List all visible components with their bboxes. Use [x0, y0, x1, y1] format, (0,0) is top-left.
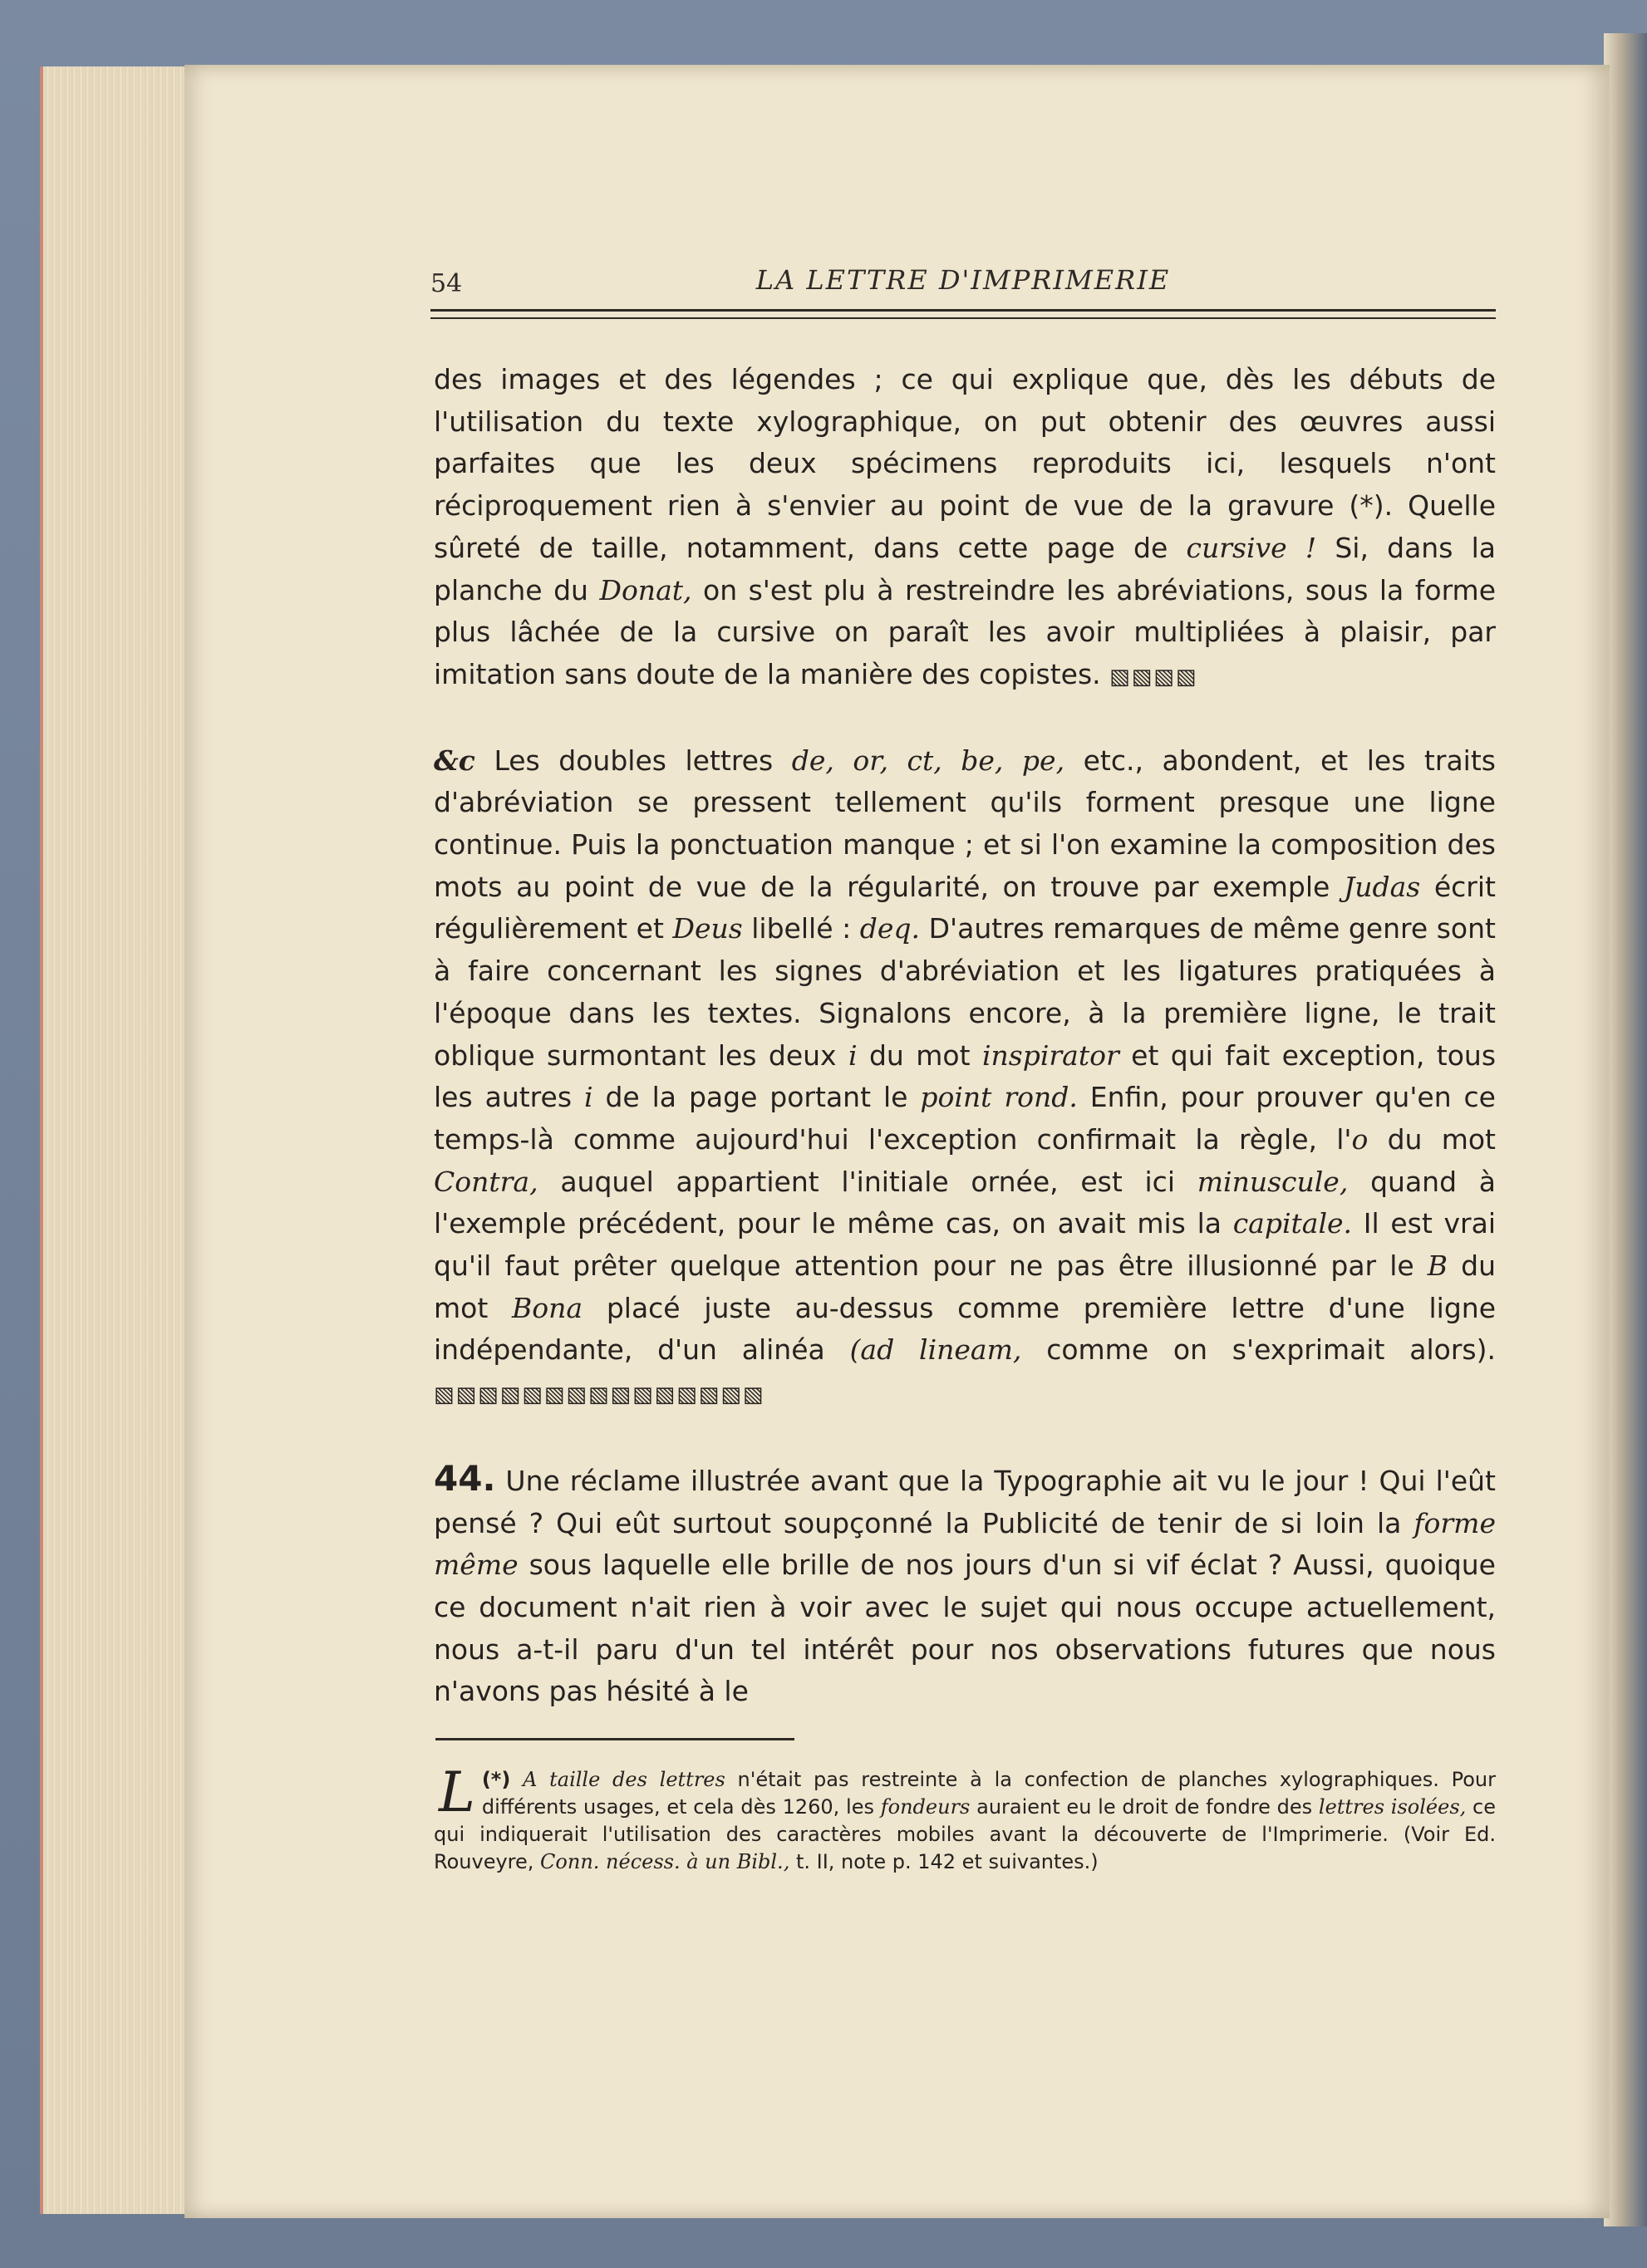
page-edges — [40, 66, 189, 2214]
running-title: LA LETTRE D'IMPRIMERIE — [755, 264, 1171, 296]
footnote: (*) L A taille des lettres n'était pas restreinte à la confection de planches xylographiques. Pour différents usages, et cela dès 1260, les fondeurs auraient eu le droit de fondre des lettres isolées, ce qui indiquerait l'utilisation des caractères mobiles avant la découverte de l'Imprimerie. (Voir Ed. Rouveyre, Conn. nécess. à un Bibl., t. II, note p. 142 et suivantes.) — [434, 1760, 1497, 1873]
page-number: 54 — [430, 269, 463, 298]
footnote-initial: L — [439, 1760, 475, 1824]
header-rule — [430, 309, 1496, 319]
ornament-dingbats: ▧▧▧▧▧▧▧▧▧▧▧▧▧▧▧ — [434, 1382, 765, 1408]
paragraph-ornament: &c — [434, 744, 475, 777]
footnote-mark: (*) — [481, 1768, 511, 1791]
page-header — [430, 264, 1496, 301]
paragraph-2: &c Les doubles lettres de, or, ct, be, pe, etc., abondent, et les traits d'abréviation se pressent tellement qu'ils forment presque une ligne continue. Puis la ponctuation manque ; et si l'on examine la composition des mots au point de vue de la régularité, on trouve par exemple Judas écrit régulièrement et Deus libellé : deq. D'autres remarques de même genre sont à faire concernant les signes d'abréviation et les ligatures pratiquées à l'époque dans les textes. Signalons encore, à la première ligne, le trait oblique surmontant les deux i du mot inspirator et qui fait exception, tous les autres i de la page portant le point rond. Enfin, pour prouver qu'en ce temps-là comme aujourd'hui l'exception confirmait la règle, l'o du mot Contra, auquel appartient l'initiale ornée, est ici minuscule, quand à l'exemple précédent, pour le même cas, on avait mis la capitale. Il est vrai qu'il faut prêter quelque attention pour ne pas être illusionné par le B du mot Bona placé juste au-dessus comme première lettre d'une ligne indépendante, d'un alinéa (ad lineam, comme on s'exprimait alors). ▧▧▧▧▧▧▧▧▧▧▧▧▧▧▧ — [434, 744, 1497, 1408]
facing-page-edge — [1604, 33, 1647, 2226]
paragraph-3: 44. Une réclame illustrée avant que la Typographie ait vu le jour ! Qui l'eût pensé ? Qui eût surtout soupçonné la Publicité de tenir de si loin la forme même sous laquelle elle brille de nos jours d'un si vif éclat ? Aussi, quoique ce document n'ait rien à voir avec le sujet qui nous occupe actuellement, nous a-t-il paru d'un tel intérêt pour nos observations futures que nous n'avons pas hésité à le — [434, 1457, 1496, 1708]
body-text — [434, 359, 1496, 1713]
section-number: 44. — [434, 1457, 496, 1499]
paragraph-1: des images et des légendes ; ce qui explique que, dès les débuts de l'utilisation du texte xylographique, on put obtenir des œuvres aussi parfaites que les deux spécimens reproduits ici, lesquels n'ont réciproquement rien à s'envier au point de vue de la gravure (*). Quelle sûreté de taille, notamment, dans cette page de cursive ! Si, dans la planche du Donat, on s'est plu à restreindre les abréviations, sous la forme plus lâchée de la cursive on paraît les avoir multipliées à plaisir, par imitation sans doute de la manière des copistes. ▧▧▧▧ — [434, 363, 1497, 690]
footnote-rule — [435, 1738, 794, 1740]
ornament-dingbats: ▧▧▧▧ — [1109, 664, 1198, 690]
